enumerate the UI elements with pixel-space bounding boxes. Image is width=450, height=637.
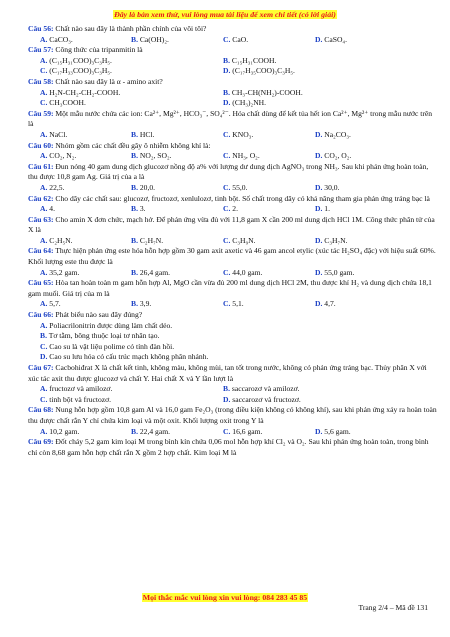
option-text: NH₃, O₂.: [230, 151, 260, 161]
option-text: C₂H₅N.: [47, 235, 73, 245]
option-text: 30,0.: [322, 182, 340, 192]
option-text: C₁₅H₃₁COOH.: [229, 55, 277, 65]
answer-option[interactable]: [40, 299, 61, 310]
answer-option[interactable]: [40, 151, 76, 162]
option-letter: D.: [223, 66, 231, 76]
option-text: CO₂, O₂.: [322, 151, 352, 161]
answer-option[interactable]: [223, 384, 300, 395]
answer-option[interactable]: [223, 204, 238, 215]
question-number: Câu 63:: [28, 214, 54, 224]
option-text: 55,0 gam.: [322, 267, 355, 277]
options-row: [28, 35, 438, 46]
option-letter: B.: [131, 129, 138, 139]
option-text: 26,4 gam.: [137, 267, 171, 277]
option-letter: B.: [131, 299, 138, 309]
option-text: 16,6 gam.: [230, 426, 263, 436]
answer-option[interactable]: [40, 321, 172, 332]
option-letter: D.: [315, 267, 323, 277]
option-text: Na₂CO₃.: [322, 129, 351, 139]
question-block: [28, 405, 438, 437]
options-row: [28, 268, 438, 279]
option-letter: B.: [131, 267, 138, 277]
option-letter: A.: [40, 204, 48, 214]
question-block: [28, 162, 438, 194]
option-letter: D.: [315, 129, 323, 139]
question-block: [28, 363, 438, 405]
option-letter: D.: [315, 426, 323, 436]
option-letter: D.: [315, 151, 323, 161]
option-text: 5,7.: [47, 299, 61, 309]
answer-option[interactable]: [40, 98, 86, 109]
question-text: Thực hiện phản ứng este hóa hỗn hợp gồm 30 gam axit axetic và 46 gam ancol etylic (xúc tác H₂SO₄ đặc) với hiệu suất 60%. Khối lượng este thu được là: [28, 246, 436, 267]
contact-footer-text: Mọi thắc mắc vui lòng xin vui lòng: 084 283 45 85: [142, 593, 308, 602]
option-letter: B.: [223, 384, 230, 394]
question-text: Công thức của tripanmitin là: [53, 45, 143, 55]
option-letter: A.: [40, 426, 48, 436]
answer-option[interactable]: [315, 299, 336, 310]
question-stem: [28, 141, 438, 152]
question-stem: [28, 77, 438, 88]
question-text: Cho amin X đơn chức, mạch hở. Để phản ứng vừa đủ với 11,8 gam X cần 200 ml dung dịch HCl 1M. Công thức phân tử của X là: [28, 214, 435, 235]
option-text: 5,1.: [230, 299, 244, 309]
option-letter: A.: [40, 384, 48, 394]
option-text: 4.: [47, 204, 55, 214]
question-block: [28, 24, 438, 45]
question-stem: [28, 246, 438, 267]
question-stem: [28, 405, 438, 426]
option-text: (C₁₅H₃₁COO)₃C₃H₅.: [47, 55, 112, 65]
question-block: [28, 194, 438, 215]
answer-option[interactable]: [223, 299, 244, 310]
option-text: 1.: [322, 204, 330, 214]
option-text: C₂H₇N.: [137, 235, 164, 245]
answer-option[interactable]: [131, 299, 151, 310]
question-number: Câu 61:: [28, 161, 54, 171]
option-letter: D.: [315, 182, 323, 192]
question-text: Cho dãy các chất sau: glucozơ, fructozơ, xenlulozơ, tinh bột. Số chất trong dãy có khả năng tham gia phản ứng tráng bạc là: [53, 193, 430, 203]
option-text: CO₂, N₂.: [47, 151, 77, 161]
answer-option[interactable]: [40, 66, 112, 77]
question-text: Phát biểu nào sau đây đúng?: [53, 310, 143, 320]
answer-option[interactable]: [40, 236, 73, 247]
options-row: [28, 384, 438, 395]
option-text: KNO₃.: [230, 129, 254, 139]
option-text: CaCO₃.: [47, 34, 73, 44]
option-text: (C₁₇H₃₃COO)₃C₃H₅.: [47, 66, 112, 76]
option-letter: C.: [40, 341, 48, 351]
option-text: CaO.: [230, 34, 249, 44]
options-row: [28, 236, 438, 247]
option-letter: B.: [131, 204, 138, 214]
question-stem: [28, 24, 438, 35]
option-letter: C.: [223, 235, 231, 245]
answer-option[interactable]: [223, 56, 276, 67]
option-letter: A.: [40, 34, 48, 44]
answer-option[interactable]: [223, 268, 262, 279]
option-letter: B.: [223, 55, 230, 65]
question-stem: [28, 363, 438, 384]
option-text: 3,9.: [137, 299, 152, 309]
answer-option[interactable]: [315, 35, 347, 46]
question-stem: [28, 437, 438, 458]
answer-option[interactable]: [40, 183, 64, 194]
answer-option[interactable]: [223, 427, 262, 438]
option-text: (C₁₇H₃₅COO)₃C₃H₅.: [230, 66, 295, 76]
question-text: Hòa tan hoàn toàn m gam hỗn hợp Al, MgO cần vừa đủ 200 ml dung dịch HCl 2M, thu được khí H₂ và dung dịch chứa 18,1 gam muối. Giá trị của m là: [28, 278, 432, 298]
options-row: [28, 183, 438, 194]
answer-option[interactable]: [131, 130, 154, 141]
option-letter: A.: [40, 87, 48, 97]
question-block: [28, 246, 438, 278]
option-text: C₃H₇N.: [322, 235, 348, 245]
option-text: Cao su lưu hóa có cấu trúc mạch không phân nhánh.: [47, 352, 209, 362]
answer-option[interactable]: [131, 268, 170, 279]
option-text: C₃H₉N.: [230, 235, 256, 245]
option-text: CaSO₄.: [322, 34, 347, 44]
preview-banner-text: Đây là bản xem thử, vui lòng mua tài liệu để xem chi tiết (có lời giải): [114, 10, 336, 19]
answer-option[interactable]: [40, 342, 174, 353]
question-text: Chất nào sau đây là α - amino axit?: [53, 76, 163, 86]
option-letter: C.: [40, 66, 48, 76]
option-text: 22,4 gam.: [137, 426, 171, 436]
answer-option[interactable]: [40, 130, 67, 141]
option-letter: C.: [223, 204, 231, 214]
option-letter: C.: [223, 34, 231, 44]
option-letter: A.: [40, 55, 48, 65]
answer-option[interactable]: [131, 236, 163, 247]
options-row: [28, 88, 438, 99]
answer-option[interactable]: [315, 130, 351, 141]
option-text: 10,2 gam.: [47, 426, 80, 436]
option-letter: C.: [40, 98, 48, 108]
options-row: [28, 321, 438, 332]
question-list: [28, 24, 438, 458]
option-text: 2.: [230, 204, 238, 214]
answer-option[interactable]: [223, 236, 256, 247]
answer-option[interactable]: [131, 204, 146, 215]
question-block: [28, 141, 438, 162]
option-text: NO₂, SO₂.: [137, 151, 172, 161]
answer-option[interactable]: [40, 268, 79, 279]
answer-option[interactable]: [40, 35, 73, 46]
option-letter: A.: [40, 235, 48, 245]
options-row: [28, 331, 438, 342]
question-block: [28, 437, 438, 458]
answer-option[interactable]: [223, 183, 247, 194]
option-letter: C.: [223, 182, 231, 192]
option-text: 20,0.: [137, 182, 156, 192]
option-letter: D.: [223, 98, 231, 108]
option-text: CH₃-CH(NH₂)-COOH.: [229, 87, 303, 97]
question-text: Một mẫu nước chứa các ion: Ca²⁺, Mg²⁺, HCO₃⁻, SO₄²⁻. Hóa chất dùng để kết tủa hết ion Ca²⁺, Mg²⁺ trong mẫu nước trên là: [28, 108, 433, 129]
options-row: [28, 151, 438, 162]
option-text: HCl.: [137, 129, 155, 139]
question-text: Nhóm gồm các chất đều gây ô nhiễm không khí là:: [53, 140, 211, 150]
option-text: Ca(OH)₂.: [137, 34, 169, 44]
answer-option[interactable]: [315, 204, 330, 215]
answer-option[interactable]: [223, 88, 303, 99]
option-letter: C.: [223, 299, 231, 309]
answer-option[interactable]: [223, 395, 301, 406]
option-letter: D.: [223, 394, 231, 404]
option-text: 4,7.: [322, 299, 336, 309]
options-row: [28, 342, 438, 353]
options-row: [28, 299, 438, 310]
answer-option[interactable]: [40, 204, 55, 215]
contact-footer: [0, 593, 450, 602]
preview-banner: [0, 10, 450, 19]
option-letter: C.: [223, 129, 231, 139]
question-block: [28, 109, 438, 141]
option-letter: A.: [40, 267, 48, 277]
answer-option[interactable]: [40, 384, 112, 395]
question-block: [28, 310, 438, 363]
answer-option[interactable]: [223, 130, 253, 141]
answer-option[interactable]: [40, 331, 159, 342]
question-number: Câu 56:: [28, 24, 54, 33]
option-letter: D.: [315, 235, 323, 245]
answer-option[interactable]: [131, 35, 169, 46]
option-letter: D.: [315, 204, 323, 214]
question-text: Nung hỗn hợp gồm 10,8 gam Al và 16,0 gam Fe₂O₃ (trong điều kiện không có không khí), sau khi phản ứng xảy ra hoàn toàn thu được chất rắn Y chỉ chứa kim loại và một oxit. Khối lượng oxit trong Y là: [28, 405, 437, 425]
question-stem: [28, 162, 438, 183]
option-text: 22,5.: [47, 182, 65, 192]
options-row: [28, 352, 438, 363]
option-text: (CH₃)₂NH.: [230, 98, 267, 108]
option-text: Poliacrilonitrin được dùng làm chất dẻo.: [47, 320, 173, 330]
option-text: saccarozơ và amilozơ.: [229, 384, 300, 394]
question-stem: [28, 45, 438, 56]
option-text: CH₃COOH.: [47, 98, 86, 108]
option-text: fructozơ và amilozơ.: [47, 384, 113, 394]
answer-option[interactable]: [315, 427, 351, 438]
option-letter: A.: [40, 182, 48, 192]
question-block: [28, 215, 438, 247]
answer-option[interactable]: [131, 151, 172, 162]
answer-option[interactable]: [315, 236, 348, 247]
option-letter: C.: [40, 394, 48, 404]
question-number: Câu 65:: [28, 278, 54, 288]
option-letter: A.: [40, 151, 48, 161]
option-letter: A.: [40, 129, 48, 139]
options-row: [28, 395, 438, 406]
options-row: [28, 98, 438, 109]
question-text: Chất nào sau đây là thành phần chính của vôi tôi?: [53, 24, 207, 33]
option-letter: D.: [315, 299, 323, 309]
option-text: 44,0 gam.: [230, 267, 263, 277]
question-number: Câu 66:: [28, 310, 54, 320]
option-text: 35,2 gam.: [47, 267, 80, 277]
question-number: Câu 69:: [28, 437, 54, 447]
option-letter: C.: [223, 151, 231, 161]
question-text: Đun nóng 40 gam dung dịch glucozơ nồng độ a% với lượng dư dung dịch AgNO₃ trong NH₃. Sau khi phản ứng hoàn toàn, thu được 10,8 gam Ag. Giá trị của a là: [28, 161, 429, 182]
question-number: Câu 59:: [28, 108, 54, 118]
question-number: Câu 67:: [28, 363, 54, 372]
page-number: Trang 2/4 – Mã đề 131: [358, 603, 428, 612]
option-text: H₂N-CH₂-CH₂-COOH.: [47, 87, 121, 97]
answer-option[interactable]: [223, 35, 248, 46]
question-stem: [28, 310, 438, 321]
option-letter: B.: [223, 87, 230, 97]
answer-option[interactable]: [315, 151, 351, 162]
answer-option[interactable]: [40, 352, 208, 363]
option-letter: B.: [40, 331, 47, 341]
option-letter: D.: [40, 352, 48, 362]
options-row: [28, 204, 438, 215]
option-letter: C.: [223, 267, 231, 277]
question-number: Câu 64:: [28, 246, 54, 256]
question-number: Câu 62:: [28, 193, 54, 203]
question-number: Câu 58:: [28, 76, 54, 86]
question-block: [28, 278, 438, 310]
option-text: 55,0.: [230, 182, 248, 192]
options-row: [28, 130, 438, 141]
question-number: Câu 57:: [28, 45, 54, 55]
question-text: Đốt cháy 5,2 gam kim loại M trong bình kín chứa 0,06 mol hỗn hợp khí Cl₂ và O₂. Sau khi phản ứng hoàn toàn, trong bình chỉ còn 8,68 gam hỗn hợp chất rắn X gồm 2 hợp chất. Kim loại M là: [28, 437, 429, 457]
option-text: 3.: [137, 204, 146, 214]
option-letter: B.: [131, 151, 138, 161]
question-block: [28, 77, 438, 109]
option-text: saccarozơ và fructozơ.: [230, 394, 301, 404]
option-letter: C.: [223, 426, 231, 436]
options-row: [28, 427, 438, 438]
question-text: Cacbohiđrat X là chất kết tinh, không màu, không mùi, tan tốt trong nước, không có phản ứng tráng bạc. Thủy phân X với xúc tác axit thu được glucozơ và chất Y. Hai chất X và Y lần lượt là: [28, 363, 427, 383]
option-text: 5,6 gam.: [322, 426, 351, 436]
answer-option[interactable]: [131, 183, 155, 194]
answer-option[interactable]: [40, 395, 111, 406]
option-letter: B.: [131, 426, 138, 436]
answer-option[interactable]: [315, 268, 354, 279]
question-number: Câu 68:: [28, 405, 54, 415]
option-text: Cao su là vật liệu polime có tính đàn hồi.: [47, 341, 175, 351]
option-text: Tơ tằm, bông thuộc loại tơ nhân tạo.: [46, 331, 160, 341]
option-text: tinh bột và fructozơ.: [47, 394, 112, 404]
answer-option[interactable]: [223, 66, 295, 77]
option-letter: D.: [315, 34, 323, 44]
question-stem: [28, 278, 438, 299]
question-stem: [28, 194, 438, 205]
option-letter: A.: [40, 320, 48, 330]
options-row: [28, 56, 438, 67]
answer-option[interactable]: [223, 151, 260, 162]
answer-option[interactable]: [131, 427, 170, 438]
question-number: Câu 60:: [28, 140, 54, 150]
option-text: NaCl.: [47, 129, 68, 139]
answer-option[interactable]: [223, 98, 266, 109]
question-stem: [28, 109, 438, 130]
answer-option[interactable]: [40, 88, 120, 99]
option-letter: B.: [131, 34, 138, 44]
options-row: [28, 66, 438, 77]
question-block: [28, 45, 438, 77]
answer-option[interactable]: [40, 56, 112, 67]
question-stem: [28, 215, 438, 236]
option-letter: B.: [131, 235, 138, 245]
answer-option[interactable]: [40, 427, 79, 438]
option-letter: A.: [40, 299, 48, 309]
answer-option[interactable]: [315, 183, 339, 194]
option-letter: B.: [131, 182, 138, 192]
